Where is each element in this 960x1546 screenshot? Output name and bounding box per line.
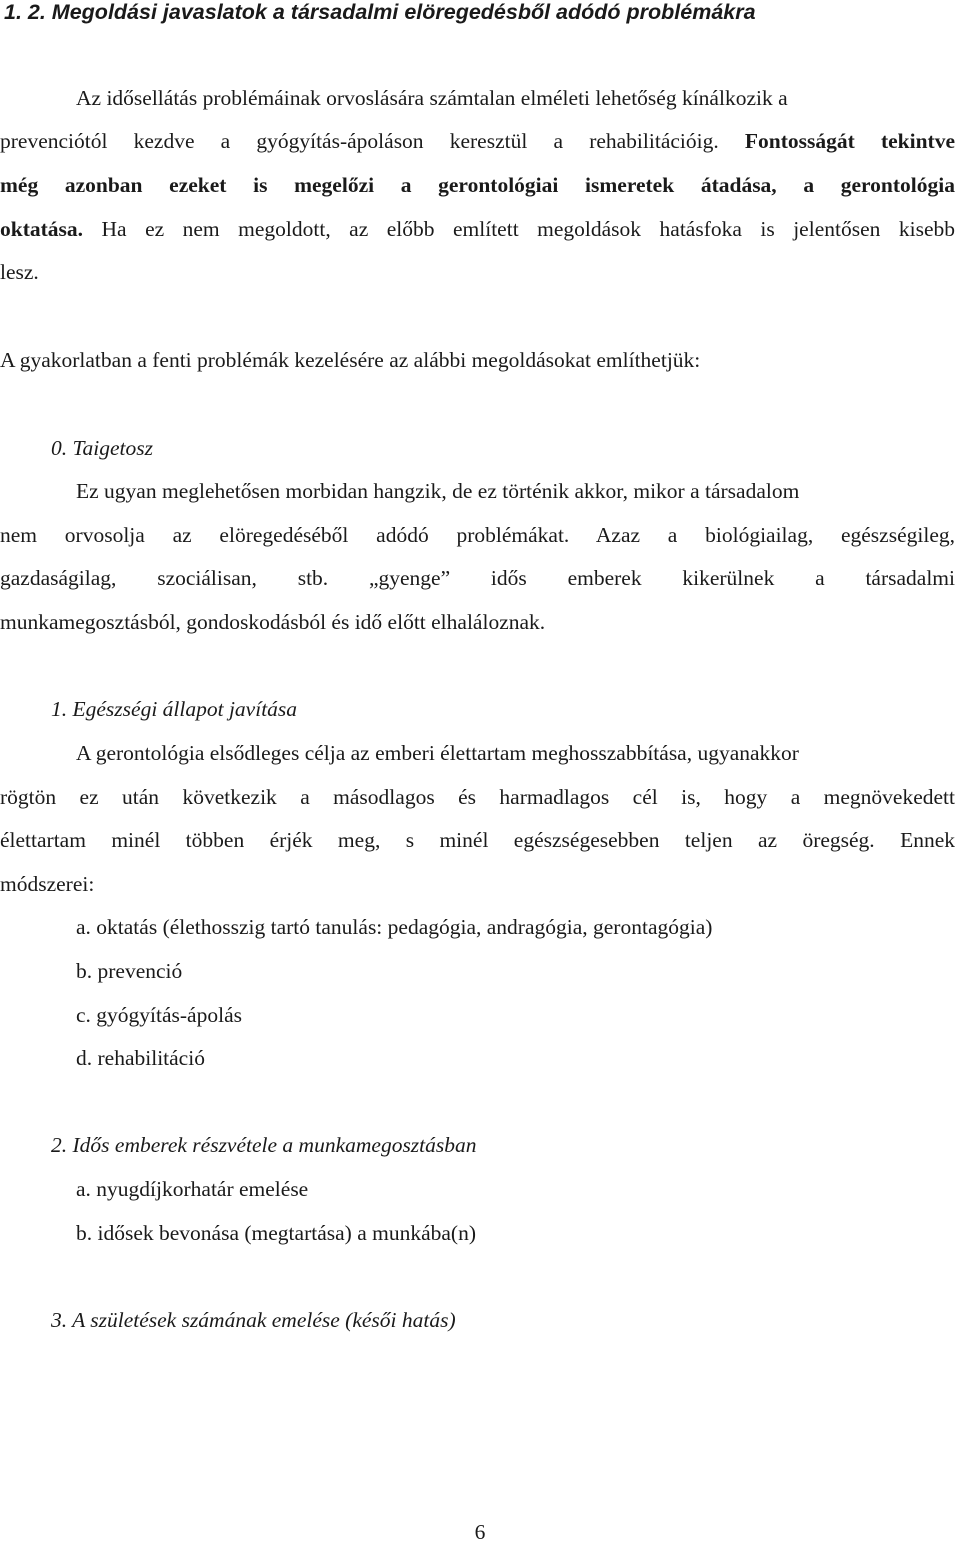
- intro-line-2-bold: Fontosságát tekintve: [744, 129, 956, 153]
- practice-line: A gyakorlatban a fenti problémák kezelésére az alábbi megoldásokat említhetjük:: [0, 348, 701, 372]
- list-item: b. idősek bevonása (megtartása) a munkába(n): [76, 1221, 476, 1245]
- item-2-title: 2. Idős emberek részvétele a munkamegosztásban: [51, 1133, 477, 1157]
- intro-line-4-normal: Ha ez nem megoldott, az előbb említett megoldások hatásfoka is jelentősen kisebb: [101, 217, 955, 241]
- intro-line-2-normal: prevenciótól kezdve a gyógyítás-ápoláson keresztül a rehabilitációig.: [0, 129, 719, 153]
- list-item: a. nyugdíjkorhatár emelése: [76, 1177, 309, 1201]
- item-0-line-1: Ez ugyan meglehetősen morbidan hangzik, de ez történik akkor, mikor a társadalom: [76, 479, 800, 503]
- intro-line-4: [0, 215, 955, 243]
- list-item: a. oktatás (élethosszig tartó tanulás: pedagógia, andragógia, gerontagógia): [76, 915, 713, 939]
- list-item: d. rehabilitáció: [76, 1046, 205, 1070]
- intro-line-2: [0, 127, 955, 155]
- item-0-title: 0. Taigetosz: [51, 436, 153, 460]
- item-0-line-4: munkamegosztásból, gondoskodásból és idő előtt elhaláloznak.: [0, 610, 546, 634]
- item-1-title: 1. Egészségi állapot javítása: [51, 697, 298, 721]
- intro-line-3: még azonban ezeket is megelőzi a gerontológiai ismeretek átadása, a gerontológia: [0, 173, 955, 197]
- intro-line-5: lesz.: [0, 260, 39, 284]
- intro-line-1: Az idősellátás problémáinak orvoslására számtalan elméleti lehetőség kínálkozik a: [76, 86, 788, 110]
- item-0-line-3: gazdaságilag, szociálisan, stb. „gyenge” idős emberek kikerülnek a társadalmi: [0, 566, 955, 590]
- list-item: c. gyógyítás-ápolás: [76, 1003, 242, 1027]
- item-1-line-1: A gerontológia elsődleges célja az emberi élettartam meghosszabbítása, ugyanakkor: [76, 741, 799, 765]
- item-1-line-2: rögtön ez után következik a másodlagos és harmadlagos cél is, hogy a megnövekedett: [0, 785, 955, 809]
- item-0-line-2: nem orvosolja az elöregedéséből adódó problémákat. Azaz a biológiailag, egészségileg,: [0, 523, 955, 547]
- item-3-title: 3. A születések számának emelése (késői hatás): [51, 1308, 456, 1332]
- intro-line-4-bold: oktatása.: [0, 217, 84, 241]
- page-number: 6: [474, 1520, 486, 1544]
- item-1-line-4: módszerei:: [0, 872, 95, 896]
- section-title: 1. 2. Megoldási javaslatok a társadalmi elöregedésből adódó problémákra: [4, 0, 756, 24]
- item-1-line-3: élettartam minél többen érjék meg, s minél egészségesebben teljen az öregség. Ennek: [0, 828, 955, 852]
- list-item: b. prevenció: [76, 959, 183, 983]
